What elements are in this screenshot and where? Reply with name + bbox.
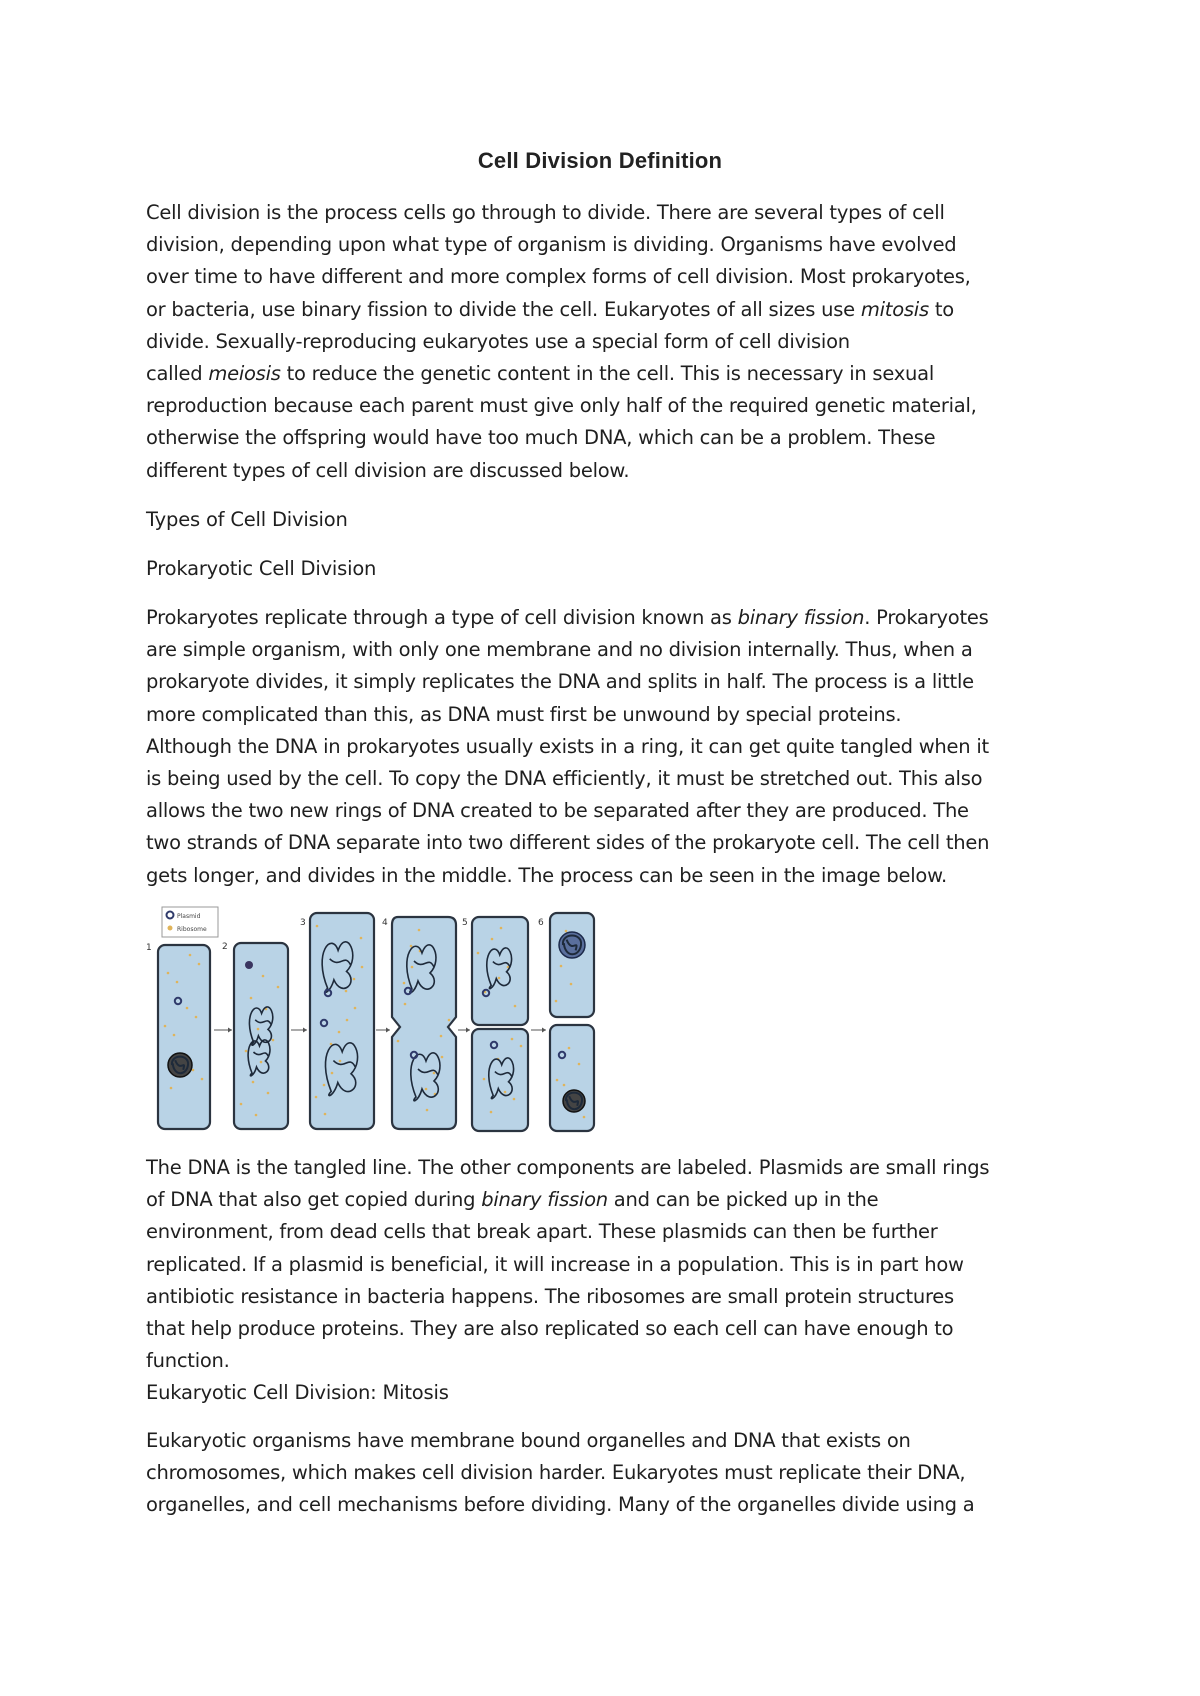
prokaryotic-paragraph — [146, 602, 1076, 892]
ribosome-dot — [257, 1028, 260, 1031]
text-line: Eukaryotic organisms have membrane bound organelles and DNA that exists on — [146, 1429, 911, 1452]
text-line — [146, 358, 1076, 390]
text-segment: called — [146, 362, 209, 386]
ribosome-dot — [578, 1063, 581, 1066]
text-segment: to reduce the genetic content in the cell. This is necessary in sexual — [280, 362, 935, 386]
italic-term: mitosis — [860, 297, 929, 321]
ribosome-dot — [260, 1061, 263, 1064]
text-line: division, depending upon what type of organism is dividing. Organisms have evolved — [146, 233, 957, 257]
text-line: Cell division is the process cells go through to divide. There are several types of cell — [146, 201, 945, 224]
text-line: antibiotic resistance in bacteria happens. The ribosomes are small protein structures — [146, 1284, 954, 1308]
arrow-head — [542, 1028, 546, 1033]
arrow-head — [466, 1028, 470, 1033]
ribosome-dot — [167, 972, 170, 975]
step-number: 4 — [382, 918, 388, 928]
ribosome-dot — [556, 1079, 559, 1082]
text-segment: to — [928, 297, 954, 321]
text-line: environment, from dead cells that break apart. These plasmids can then be further — [146, 1220, 938, 1244]
ribosome-dot — [441, 1056, 444, 1059]
step-number: 1 — [146, 943, 152, 953]
ribosome-dot — [164, 1025, 167, 1028]
text-segment: . Prokaryotes — [864, 606, 989, 629]
ribosome-dot — [192, 1069, 195, 1072]
ribosome-dot — [255, 1114, 258, 1117]
heading-prokaryotic-cell-division: Prokaryotic Cell Division — [146, 557, 377, 580]
text-line: reproduction because each parent must give only half of the required genetic material, — [146, 394, 977, 418]
text-line: are simple organism, with only one membrane and no division internally. Thus, when a — [146, 638, 973, 662]
ribosome-dot — [245, 1050, 248, 1053]
mitosis-paragraph — [146, 1425, 1076, 1522]
step-number: 3 — [300, 918, 306, 928]
text-line: organelles, and cell mechanisms before dividing. Many of the organelles divide using a — [146, 1493, 975, 1517]
ribosome-dot — [360, 937, 363, 940]
legend-ribosome-icon — [168, 926, 173, 931]
ribosome-dot — [195, 1016, 198, 1019]
text-line: more complicated than this, as DNA must first be unwound by special proteins. — [146, 702, 902, 726]
arrow-head — [303, 1028, 307, 1033]
ribosome-dot — [189, 954, 192, 957]
text-segment: or bacteria, use binary fission to divide the cell. Eukaryotes of all sizes use — [146, 297, 861, 321]
text-line: function. — [146, 1349, 230, 1373]
text-line — [146, 1184, 1076, 1216]
italic-term: meiosis — [208, 362, 281, 386]
text-line: Although the DNA in prokaryotes usually exists in a ring, it can get quite tangled when it — [146, 734, 989, 758]
text-line: divide. Sexually-reproducing eukaryotes use a special form of cell division — [146, 329, 850, 353]
cell-step-1 — [158, 945, 210, 1129]
ribosome-dot — [262, 975, 265, 978]
text-segment: Prokaryotes replicate through a type of cell division known as — [146, 606, 738, 629]
text-line — [146, 602, 1076, 634]
ribosome-dot — [448, 1019, 451, 1022]
ribosome-dot — [563, 1084, 566, 1087]
text-line: gets longer, and divides in the middle. The process can be seen in the image below. — [146, 863, 947, 887]
ribosome-dot — [323, 1084, 326, 1087]
plasmid-step-2 — [245, 961, 253, 969]
ribosome-dot — [426, 1109, 429, 1112]
heading-mitosis: Eukaryotic Cell Division: Mitosis — [146, 1381, 449, 1404]
step-number: 2 — [222, 942, 228, 952]
ribosome-dot — [316, 925, 319, 928]
ribosome-dot — [315, 1096, 318, 1099]
ribosome-dot — [520, 1045, 523, 1048]
text-line: The DNA is the tangled line. The other components are labeled. Plasmids are small rings — [146, 1156, 990, 1179]
ribosome-dot — [338, 1031, 341, 1034]
ribosome-dot — [345, 990, 348, 993]
ribosome-dot — [583, 1116, 586, 1119]
ribosome-dot — [570, 983, 573, 986]
ribosome-dot — [560, 965, 563, 968]
text-line: two strands of DNA separate into two different sides of the prokaryote cell. The cell then — [146, 831, 990, 855]
text-segment: of DNA that also get copied during — [146, 1188, 482, 1212]
ribosome-dot — [500, 927, 503, 930]
heading-types-of-cell-division: Types of Cell Division — [146, 508, 348, 531]
legend-plasmid-label: Plasmid — [177, 913, 201, 920]
arrow-head — [386, 1028, 390, 1033]
ribosome-dot — [331, 1072, 334, 1075]
ribosome-dot — [568, 1047, 571, 1050]
ribosome-dot — [201, 1078, 204, 1081]
text-line: replicated. If a plasmid is beneficial, it will increase in a population. This is in part how — [146, 1252, 964, 1276]
ribosome-dot — [483, 1078, 486, 1081]
dna-paragraph — [146, 1152, 1076, 1377]
ribosome-dot — [240, 1103, 243, 1106]
ribosome-dot — [198, 963, 201, 966]
cell-step-3 — [310, 913, 374, 1129]
ribosome-dot — [555, 1000, 558, 1003]
ribosome-dot — [324, 1113, 327, 1116]
ribosome-dot — [252, 1081, 255, 1084]
text-segment: and can be picked up in the — [607, 1188, 879, 1212]
cell-step-5-bottom — [472, 1029, 528, 1131]
legend-ribosome-label: Ribosome — [177, 926, 207, 933]
ribosome-dot — [565, 930, 568, 933]
italic-term: binary fission — [481, 1188, 608, 1212]
binary-fission-figure — [146, 905, 606, 1133]
ribosome-dot — [277, 986, 280, 989]
ribosome-dot — [418, 929, 421, 932]
ribosome-dot — [267, 1092, 270, 1095]
ribosome-dot — [403, 982, 406, 985]
cell-step-6-bottom — [550, 1025, 594, 1131]
ribosome-dot — [504, 1091, 507, 1094]
ribosome-dot — [440, 1035, 443, 1038]
ribosome-dot — [170, 1087, 173, 1090]
page-title: Cell Division Definition — [477, 148, 723, 173]
ribosome-dot — [511, 1038, 514, 1041]
ribosome-dot — [250, 997, 253, 1000]
text-line: prokaryote divides, it simply replicates the DNA and splits in half. The process is a little — [146, 670, 974, 694]
ribosome-dot — [477, 952, 480, 955]
ribosome-dot — [490, 1111, 493, 1114]
ribosome-dot — [404, 1003, 407, 1006]
text-line: different types of cell division are discussed below. — [146, 458, 630, 482]
ribosome-dot — [513, 1098, 516, 1101]
text-line: chromosomes, which makes cell division harder. Eukaryotes must replicate their DNA, — [146, 1461, 966, 1485]
text-line — [146, 294, 1076, 326]
ribosome-dot — [411, 966, 414, 969]
ribosome-dot — [397, 1040, 400, 1043]
ribosome-dot — [433, 1072, 436, 1075]
text-line: over time to have different and more complex forms of cell division. Most prokaryotes, — [146, 265, 971, 289]
intro-paragraph — [146, 197, 1076, 487]
text-line: allows the two new rings of DNA created to be separated after they are produced. The — [146, 799, 969, 823]
ribosome-dot — [425, 1088, 428, 1091]
ribosome-dot — [186, 1007, 189, 1010]
text-line: that help produce proteins. They are also replicated so each cell can have enough to — [146, 1317, 954, 1341]
ribosome-dot — [514, 1005, 517, 1008]
ribosome-dot — [498, 977, 501, 980]
ribosome-dot — [339, 1060, 342, 1063]
ribosome-dot — [176, 981, 179, 984]
ribosome-dot — [272, 1039, 275, 1042]
text-line: is being used by the cell. To copy the DNA efficiently, it must be stretched out. This also — [146, 767, 983, 791]
text-line: otherwise the offspring would have too much DNA, which can be a problem. These — [146, 426, 936, 450]
ribosome-dot — [173, 1034, 176, 1037]
italic-term: binary fission — [737, 606, 865, 629]
step-number: 5 — [462, 918, 468, 928]
ribosome-dot — [491, 938, 494, 941]
arrow-head — [228, 1028, 232, 1033]
step-number: 6 — [538, 918, 544, 928]
ribosome-dot — [354, 1007, 357, 1010]
ribosome-dot — [346, 1019, 349, 1022]
ribosome-dot — [353, 978, 356, 981]
cell-step-5-top — [472, 917, 528, 1025]
ribosome-dot — [361, 966, 364, 969]
cell-step-2 — [234, 943, 288, 1129]
